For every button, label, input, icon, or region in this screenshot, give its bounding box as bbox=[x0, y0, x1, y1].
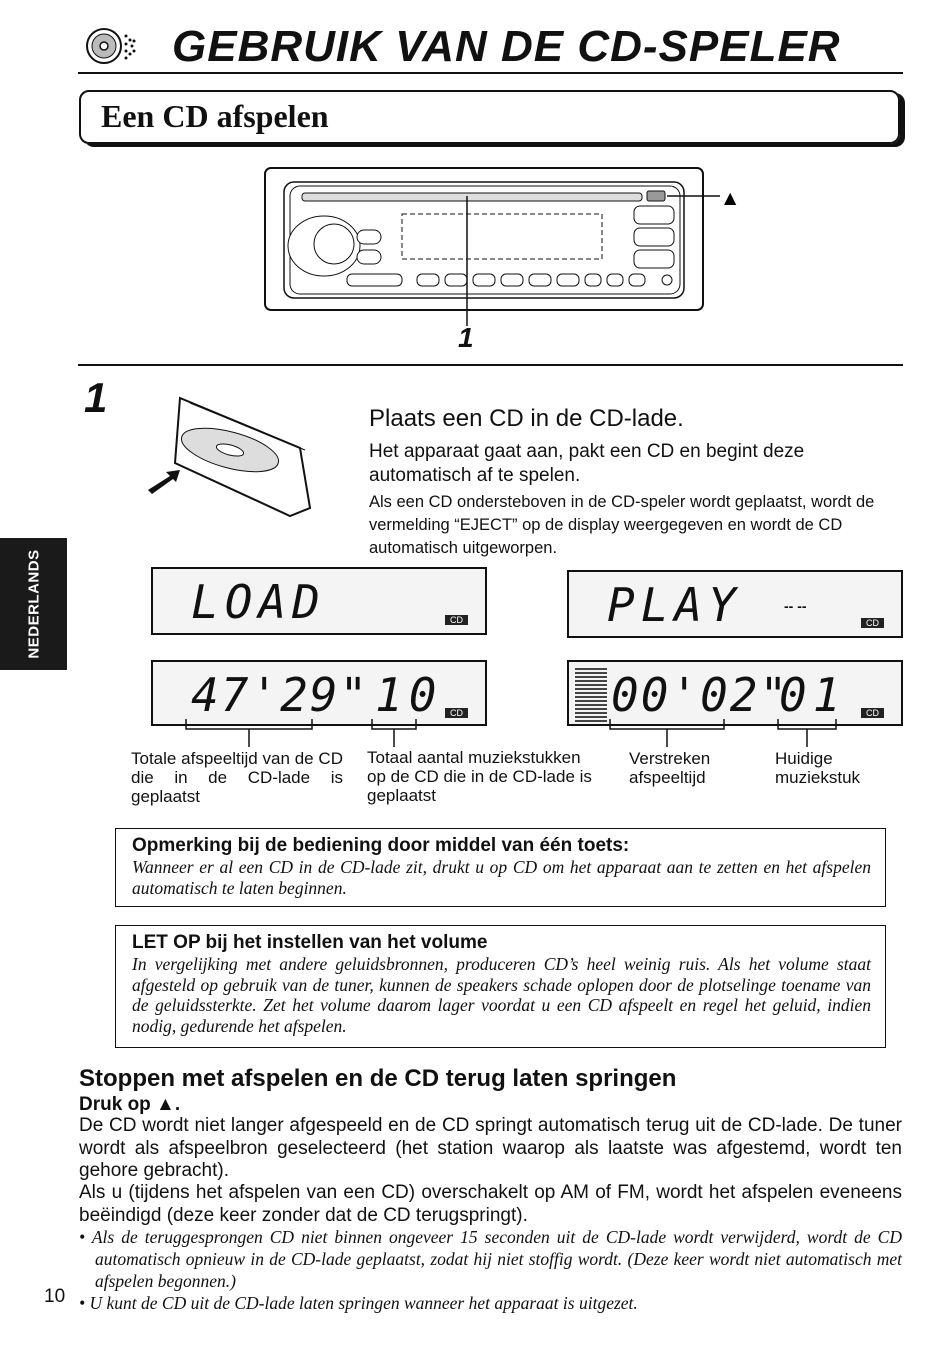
stop-paragraph-1: De CD wordt niet langer afgespeeld en de CD springt automatisch terug uit de CD-lade. De tuner wordt als afspeelbron geselecteerd (het station waarop als laatste was afgestemd, wordt ten gehore gebracht). bbox=[79, 1115, 902, 1181]
display-load bbox=[151, 567, 487, 635]
caption-current-track: Huidige muziekstuk bbox=[775, 749, 861, 787]
cd-disc-icon bbox=[84, 26, 146, 66]
cd-indicator: CD bbox=[861, 618, 884, 628]
language-tab-label: NEDERLANDS bbox=[25, 549, 42, 659]
stop-bullets bbox=[79, 1226, 902, 1314]
page-number: 10 bbox=[44, 1286, 66, 1307]
eject-symbol: ▲ bbox=[724, 188, 737, 207]
caption-total-tracks: Totaal aantal muziekstukken op de CD die in de CD-lade is geplaatst bbox=[367, 748, 592, 805]
stop-press-instruction: Druk op ▲. bbox=[79, 1094, 181, 1115]
page-title: GEBRUIK VAN DE CD-SPELER bbox=[172, 22, 841, 71]
caption-total-time: Totale afspeeltijd van de CD die in de CD-lade is geplaatst bbox=[131, 749, 343, 806]
cd-insert-illustration bbox=[140, 388, 320, 528]
display-brackets bbox=[0, 715, 950, 750]
note-volume-body: In vergelijking met andere geluidsbronnen, produceren CD’s heel weinig ruis. Als het volume staat afgesteld op gebruik van de tuner, kunnen de speakers schade oplopen door de plotselinge toename van de geluidssterkte. Zet het volume daarom lager voordat u een CD afspeelt en regel het geluid, indien nodig, gedurende het afspelen. bbox=[132, 954, 871, 1036]
cd-indicator: CD bbox=[445, 708, 468, 718]
display-elapsed-time: 00'02" bbox=[611, 668, 790, 722]
title-rule bbox=[78, 72, 903, 74]
section-header bbox=[79, 90, 900, 144]
section-rule bbox=[78, 364, 903, 366]
step-number: 1 bbox=[84, 374, 108, 421]
note-volume bbox=[115, 925, 886, 1048]
bullet-item: • Als de teruggesprongen CD niet binnen ongeveer 15 seconden uit de CD-lade wordt verwijderd, wordt de CD automatisch opnieuw in de CD-lade geplaatst, zodat hij niet stoffig wordt. (Deze keer wordt niet automatisch met afspelen begonnen.) bbox=[79, 1227, 902, 1291]
display-play-dots: -- -- bbox=[784, 598, 807, 614]
display-total-tracks: 10 bbox=[375, 668, 443, 722]
display-track-number: 01 bbox=[779, 668, 847, 722]
display-load-text: LOAD bbox=[191, 575, 326, 629]
bullet-item: • U kunt de CD uit de CD-lade laten springen wanneer het apparaat is uitgezet. bbox=[79, 1293, 638, 1313]
caption-elapsed: Verstreken afspeeltijd bbox=[629, 749, 711, 787]
step-description: Het apparaat gaat aan, pakt een CD en begint deze automatisch af te spelen. bbox=[369, 441, 805, 486]
note-one-touch-body: Wanneer er al een CD in de CD-lade zit, drukt u op CD om het apparaat aan te zetten en het afspelen automatisch te laten beginnen. bbox=[132, 857, 871, 898]
note-volume-heading: LET OP bij het instellen van het volume bbox=[132, 932, 488, 953]
display-play-text: PLAY bbox=[607, 578, 742, 632]
cd-indicator: CD bbox=[861, 708, 884, 718]
section-title: Een CD afspelen bbox=[101, 98, 329, 134]
note-one-touch bbox=[115, 828, 886, 907]
cd-indicator: CD bbox=[445, 615, 468, 625]
display-total-time: 47'29" bbox=[191, 668, 370, 722]
stop-paragraph-2: Als u (tijdens het afspelen van een CD) overschakelt op AM of FM, wordt het afspelen eveneens beëindigd (deze keer zonder dat de CD terugspringt). bbox=[79, 1182, 902, 1226]
note-one-touch-heading: Opmerking bij de bediening door middel van één toets: bbox=[132, 835, 630, 856]
display-play bbox=[567, 570, 903, 638]
step-instruction: Plaats een CD in de CD-lade. bbox=[369, 405, 684, 432]
callout-number: 1 bbox=[458, 322, 474, 353]
language-tab bbox=[0, 538, 67, 670]
stop-heading: Stoppen met afspelen en de CD terug laten springen bbox=[79, 1065, 677, 1092]
level-meter bbox=[575, 668, 607, 722]
stereo-faceplate-illustration bbox=[262, 166, 752, 352]
step-eject-note: Als een CD ondersteboven in de CD-speler wordt geplaatst, wordt de vermelding “EJECT” op de display weergegeven en wordt de CD automatisch uitgeworpen. bbox=[369, 493, 875, 557]
